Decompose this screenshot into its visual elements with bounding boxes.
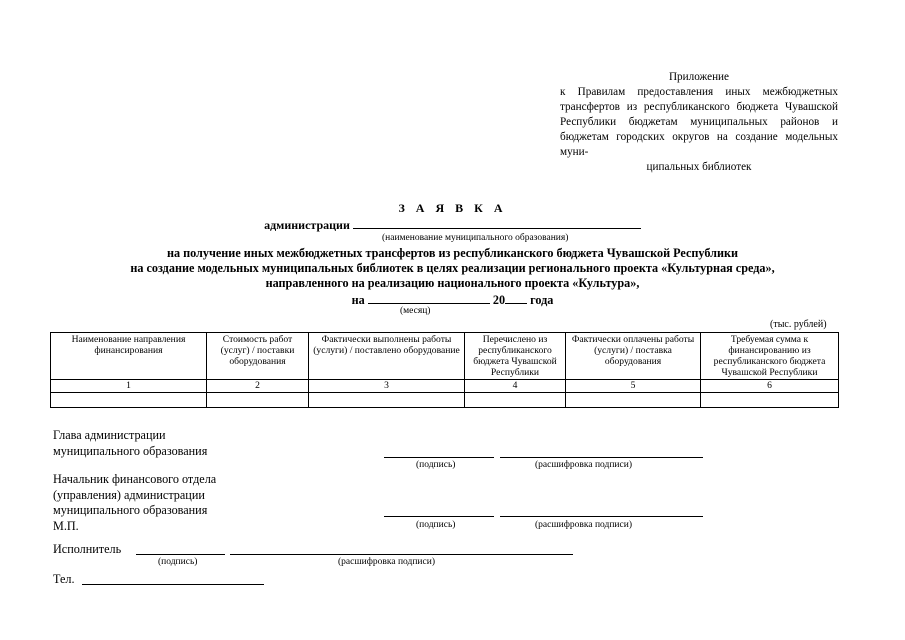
table-cell[interactable] — [309, 393, 465, 408]
signature-caption: (подпись) — [158, 557, 198, 567]
title-line-3: направленного на реализацию национального проекта «Культура», — [265, 276, 640, 290]
executor-label: Исполнитель — [53, 542, 122, 556]
appendix-last-line: ципальных библиотек — [646, 161, 752, 173]
fin-label — [53, 472, 216, 534]
date-line — [0, 291, 905, 308]
appendix-heading: Приложение — [668, 71, 730, 83]
executor-decode-line[interactable] — [230, 554, 573, 555]
units-label: (тыс. рублей) — [770, 319, 827, 330]
phone-line[interactable] — [82, 584, 264, 585]
column-number: 2 — [207, 380, 309, 393]
head-label-line: муниципального образования — [53, 443, 208, 458]
title-line-2: на создание модельных муниципальных библиотек в целях реализации регионального проекта «Культурная среда», — [130, 261, 775, 275]
column-number-row — [51, 380, 839, 393]
year-field[interactable] — [505, 291, 527, 304]
stamp-label: М.П. — [53, 518, 79, 533]
head-label-line: Глава администрации — [53, 428, 166, 442]
column-number: 1 — [51, 380, 207, 393]
financing-table — [50, 332, 839, 408]
decode-caption: (расшифровка подписи) — [535, 520, 632, 530]
column-number: 6 — [701, 380, 839, 393]
date-prefix: на — [351, 293, 365, 307]
column-number: 5 — [566, 380, 701, 393]
table-cell[interactable] — [207, 393, 309, 408]
municipality-caption: (наименование муниципального образования) — [382, 233, 569, 243]
column-number: 4 — [465, 380, 566, 393]
head-decode-line[interactable] — [500, 457, 703, 458]
header-cell: Фактически выполнены работы (услуги) / поставлено оборудование — [309, 333, 465, 380]
form-title: З А Я В К А — [398, 201, 507, 215]
signature-caption: (подпись) — [416, 460, 456, 470]
title-line-1: на получение иных межбюджетных трансфертов из республиканского бюджета Чувашской Республики — [166, 246, 739, 260]
column-number: 3 — [309, 380, 465, 393]
table-cell[interactable] — [465, 393, 566, 408]
header-cell: Наименование направления финансирования — [51, 333, 207, 380]
month-field[interactable] — [368, 291, 490, 304]
decode-caption: (расшифровка подписи) — [338, 557, 435, 567]
year-prefix: 20 — [492, 293, 506, 307]
fin-label-line: Начальник финансового отдела — [53, 472, 217, 486]
table-row — [51, 393, 839, 408]
table-cell[interactable] — [701, 393, 839, 408]
fin-label-line: (управления) администрации — [53, 487, 205, 502]
table-cell[interactable] — [566, 393, 701, 408]
month-caption: (месяц) — [400, 306, 431, 316]
header-cell: Фактически оплачены работы (услуги) / поставка оборудования — [566, 333, 701, 380]
municipality-field[interactable] — [353, 216, 641, 229]
admin-line — [0, 216, 905, 233]
appendix-body — [560, 85, 838, 175]
table-cell[interactable] — [51, 393, 207, 408]
admin-label: администрации — [264, 218, 350, 232]
executor-signature-line[interactable] — [136, 554, 225, 555]
decode-caption: (расшифровка подписи) — [535, 460, 632, 470]
signature-caption: (подпись) — [416, 520, 456, 530]
fin-label-line: муниципального образования — [53, 503, 208, 517]
appendix-block — [560, 70, 838, 175]
appendix-text: к Правилам предоставления иных межбюджетных трансфертов из республиканского бюджета Чувашской Республики бюджетам муниципальных районов и бюджетам городских округов на создание модельных муни- — [560, 86, 838, 158]
header-cell: Требуемая сумма к финансированию из республиканского бюджета Чувашской Республики — [701, 333, 839, 380]
header-cell: Стоимость работ (услуг) / поставки оборудования — [207, 333, 309, 380]
fin-signature-line[interactable] — [384, 516, 494, 517]
head-label — [53, 428, 207, 459]
phone-label: Тел. — [53, 572, 75, 586]
header-cell: Перечислено из республиканского бюджета Чувашской Республики — [465, 333, 566, 380]
table-header-row — [51, 333, 839, 380]
fin-decode-line[interactable] — [500, 516, 703, 517]
head-signature-line[interactable] — [384, 457, 494, 458]
date-suffix: года — [530, 293, 554, 307]
